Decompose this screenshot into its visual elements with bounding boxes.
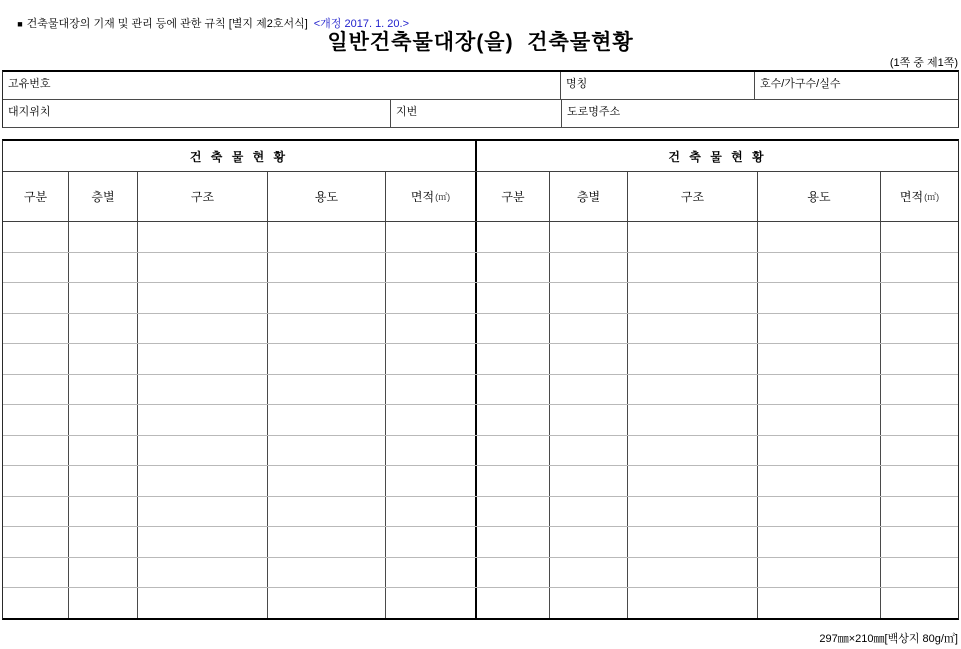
status-table-cell: [138, 436, 268, 466]
status-table-cell: [628, 588, 758, 618]
status-table-cell: [69, 497, 138, 527]
column-header-category-right: [477, 172, 550, 221]
status-table-cell: [69, 436, 138, 466]
info-table-row-1: [3, 72, 958, 100]
status-table-row: [3, 344, 958, 375]
status-table-cell: [69, 375, 138, 405]
status-table-cell: [386, 222, 477, 252]
section-title-right: 건 축 물 현 황: [668, 149, 767, 164]
status-table-cell: [268, 497, 386, 527]
area-unit-label: (㎡): [435, 192, 451, 202]
column-header-area-left: [386, 172, 477, 221]
status-table-cell: [550, 588, 628, 618]
status-table-cell: [477, 558, 550, 588]
status-table-cell: [628, 558, 758, 588]
status-table-cell: [881, 466, 958, 496]
status-table-cell: [758, 588, 881, 618]
building-status-table: [2, 139, 959, 620]
status-table-cell: [138, 497, 268, 527]
status-table-cell: [550, 375, 628, 405]
status-table-cell: [138, 344, 268, 374]
status-table-row: [3, 497, 958, 528]
column-header-category-left: [3, 172, 69, 221]
status-table-cell: [268, 253, 386, 283]
status-table-cell: [3, 405, 69, 435]
status-table-cell: [69, 222, 138, 252]
status-table-cell: [477, 588, 550, 618]
section-title-left: 건 축 물 현 황: [3, 141, 477, 171]
status-table-cell: [881, 405, 958, 435]
status-table-cell: [268, 466, 386, 496]
status-table-cell: [386, 405, 477, 435]
info-table-row-2: [3, 100, 958, 127]
status-table-cell: [69, 466, 138, 496]
status-table-cell: [138, 527, 268, 557]
status-table-cell: [69, 558, 138, 588]
status-table-cell: [628, 283, 758, 313]
column-header-label: 용도: [807, 190, 831, 204]
status-table-cell: [550, 436, 628, 466]
status-table-cell: [386, 436, 477, 466]
status-table-cell: [550, 253, 628, 283]
status-table-cell: [69, 405, 138, 435]
field-road-name-address: 도로명주소: [567, 106, 621, 118]
status-table-cell: [138, 222, 268, 252]
status-table-cell: [268, 314, 386, 344]
status-table-cell: [758, 436, 881, 466]
status-table-cell: [138, 253, 268, 283]
status-table-cell: [69, 283, 138, 313]
column-header-label: 면적: [899, 190, 924, 204]
amendment-text: <개정 2017. 1. 20.>: [313, 18, 410, 30]
status-table-cell: [69, 253, 138, 283]
status-table-cell: [550, 527, 628, 557]
status-table-cell: [386, 466, 477, 496]
status-table-row: [3, 253, 958, 284]
page-title: 일반건축물대장(을) 건축물현황: [327, 31, 634, 54]
status-table-cell: [138, 283, 268, 313]
status-table-cell: [550, 558, 628, 588]
status-table-row: [3, 558, 958, 589]
status-table-cell: [386, 527, 477, 557]
status-table-row: [3, 314, 958, 345]
status-table-cell: [758, 466, 881, 496]
status-table-cell: [758, 344, 881, 374]
column-header-floor-left: [69, 172, 138, 221]
status-table-cell: [3, 558, 69, 588]
status-table-cell: [138, 558, 268, 588]
column-header-row: [3, 172, 958, 222]
status-table-row: [3, 222, 958, 253]
status-table-cell: [477, 222, 550, 252]
status-table-cell: [69, 314, 138, 344]
status-table-cell: [3, 375, 69, 405]
field-building-name: 명칭: [561, 72, 755, 99]
status-table-cell: [386, 375, 477, 405]
column-header-use-left: [268, 172, 386, 221]
field-unit-household-room-count: 호수/가구수/실수: [760, 78, 841, 90]
status-table-cell: [628, 405, 758, 435]
status-table-cell: [477, 314, 550, 344]
status-table-cell: [268, 283, 386, 313]
status-table-cell: [268, 405, 386, 435]
status-table-cell: [477, 405, 550, 435]
status-table-cell: [628, 436, 758, 466]
column-header-floor-right: [550, 172, 628, 221]
status-table-cell: [758, 314, 881, 344]
status-table-row: [3, 375, 958, 406]
status-table-cell: [386, 253, 477, 283]
column-header-label: 층별: [91, 190, 115, 204]
status-table-cell: [881, 222, 958, 252]
status-table-cell: [758, 405, 881, 435]
status-table-cell: [881, 314, 958, 344]
column-header-structure-right: [628, 172, 758, 221]
status-table-cell: [881, 497, 958, 527]
status-table-cell: [268, 588, 386, 618]
status-table-cell: [138, 466, 268, 496]
status-table-cell: [3, 222, 69, 252]
status-table-cell: [386, 588, 477, 618]
status-table-cell: [268, 222, 386, 252]
status-table-cell: [881, 253, 958, 283]
column-header-label: 층별: [576, 190, 601, 204]
status-table-row: [3, 466, 958, 497]
status-table-cell: [758, 527, 881, 557]
info-table: [2, 70, 959, 128]
status-table-cell: [881, 344, 958, 374]
status-table-row: [3, 405, 958, 436]
status-table-cell: [628, 314, 758, 344]
area-unit-label: (㎡): [924, 192, 940, 202]
status-table-cell: [138, 314, 268, 344]
status-table-cell: [477, 375, 550, 405]
status-table-cell: [628, 527, 758, 557]
column-header-label: 구분: [23, 190, 48, 204]
status-table-cell: [386, 558, 477, 588]
field-unique-number: 고유번호: [3, 72, 561, 99]
column-header-structure-left: [138, 172, 268, 221]
status-table-cell: [628, 375, 758, 405]
status-table-cell: [550, 344, 628, 374]
status-table-cell: [758, 375, 881, 405]
status-table-cell: [881, 375, 958, 405]
status-table-row: [3, 588, 958, 618]
status-table-cell: [69, 344, 138, 374]
status-table-cell: [628, 466, 758, 496]
status-table-cell: [881, 527, 958, 557]
column-header-label: 구조: [680, 190, 705, 204]
status-table-cell: [881, 283, 958, 313]
status-table-cell: [477, 527, 550, 557]
status-table-cell: [550, 222, 628, 252]
page-indicator: (1쪽 중 제1쪽): [889, 57, 958, 69]
status-table-cell: [268, 558, 386, 588]
status-table-cell: [268, 344, 386, 374]
column-header-label: 구분: [501, 190, 525, 204]
status-table-cell: [3, 253, 69, 283]
status-table-cell: [881, 436, 958, 466]
status-table-cell: [268, 375, 386, 405]
status-table-cell: [758, 222, 881, 252]
status-table-cell: [3, 497, 69, 527]
status-table-cell: [550, 405, 628, 435]
status-table-cell: [628, 497, 758, 527]
field-lot-number: 지번: [391, 100, 562, 127]
status-table-cell: [3, 436, 69, 466]
status-table-cell: [758, 497, 881, 527]
status-table-cell: [550, 466, 628, 496]
status-table-cell: [881, 558, 958, 588]
status-table-cell: [477, 253, 550, 283]
status-table-row: [3, 436, 958, 467]
status-table-row: [3, 527, 958, 558]
status-table-body: [3, 222, 958, 618]
status-table-cell: [138, 405, 268, 435]
status-table-cell: [3, 466, 69, 496]
status-table-row: [3, 283, 958, 314]
status-table-cell: [550, 497, 628, 527]
status-table-cell: [628, 344, 758, 374]
status-table-cell: [477, 436, 550, 466]
status-table-cell: [628, 253, 758, 283]
status-table-cell: [3, 314, 69, 344]
status-table-cell: [386, 283, 477, 313]
status-table-cell: [386, 344, 477, 374]
status-table-cell: [386, 314, 477, 344]
status-table-cell: [3, 344, 69, 374]
paper-spec-note: 297㎜×210㎜[백상지 80g/㎡]: [819, 633, 958, 645]
column-header-use-right: [758, 172, 881, 221]
status-table-cell: [69, 588, 138, 618]
field-site-location: 대지위치: [3, 100, 391, 127]
status-table-cell: [550, 314, 628, 344]
column-header-label: 용도: [314, 190, 339, 204]
status-table-cell: [3, 527, 69, 557]
regulation-text: 건축물대장의 기재 및 관리 등에 관한 규칙 [별지 제2호서식]: [26, 18, 308, 30]
status-table-cell: [550, 283, 628, 313]
status-table-cell: [3, 283, 69, 313]
status-table-cell: [138, 588, 268, 618]
status-table-cell: [477, 466, 550, 496]
status-table-cell: [758, 283, 881, 313]
section-header-row: [3, 141, 958, 172]
status-table-cell: [758, 253, 881, 283]
status-table-cell: [69, 527, 138, 557]
bullet-square-icon: ■: [17, 19, 23, 29]
status-table-cell: [477, 283, 550, 313]
status-table-cell: [268, 527, 386, 557]
column-header-label: 구조: [190, 190, 215, 204]
status-table-cell: [477, 344, 550, 374]
status-table-cell: [386, 497, 477, 527]
status-table-cell: [3, 588, 69, 618]
column-header-area-right: [881, 172, 958, 221]
status-table-cell: [268, 436, 386, 466]
status-table-cell: [628, 222, 758, 252]
column-header-label: 면적: [410, 190, 435, 204]
status-table-cell: [477, 497, 550, 527]
status-table-cell: [881, 588, 958, 618]
status-table-cell: [138, 375, 268, 405]
status-table-cell: [758, 558, 881, 588]
